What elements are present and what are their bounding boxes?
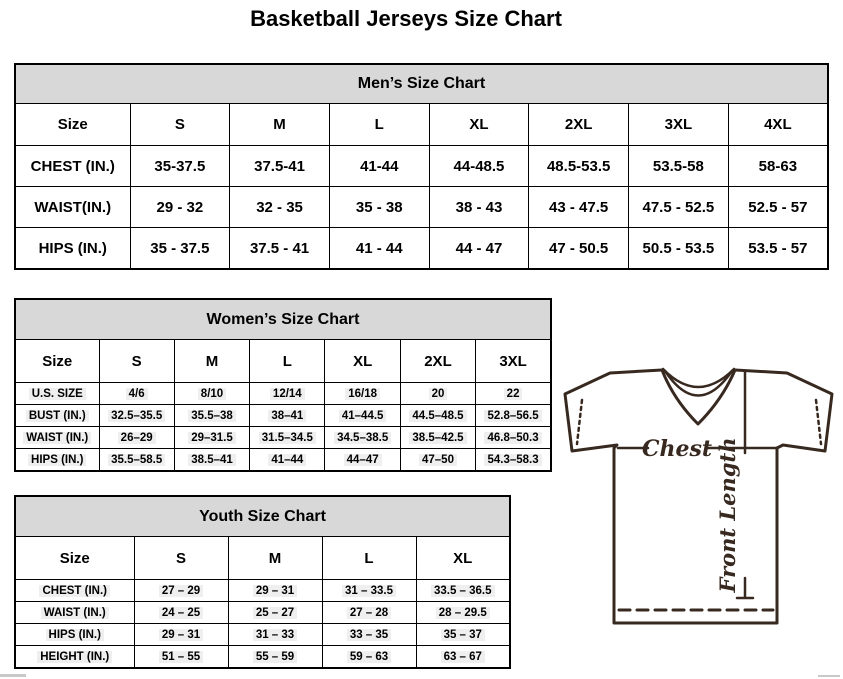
table-row: [15, 624, 510, 646]
value-cell: [174, 427, 249, 449]
value-cell: [99, 383, 174, 405]
value-cell-text: 38.5–41: [188, 454, 236, 466]
value-cell: [476, 383, 551, 405]
value-cell: [99, 427, 174, 449]
value-cell: 50.5 - 53.5: [629, 228, 729, 270]
value-cell: [322, 646, 416, 669]
mens-column-header-L: L: [329, 104, 429, 146]
value-cell-text: 31 – 33: [253, 629, 297, 641]
value-cell-text: 12/14: [270, 388, 305, 400]
row-label-text: CHEST (IN.): [39, 585, 110, 597]
value-cell: [325, 383, 400, 405]
value-cell-text: 31.5–34.5: [259, 432, 316, 444]
value-cell-text: 29 – 31: [159, 629, 203, 641]
value-cell: [400, 383, 475, 405]
value-cell: [325, 449, 400, 472]
row-label-text: BUST (IN.): [26, 410, 89, 422]
womens-column-header-3XL: 3XL: [476, 340, 551, 383]
table-row: [15, 602, 510, 624]
value-cell-text: 35.5–38: [188, 410, 236, 422]
value-cell: 37.5 - 41: [230, 228, 330, 270]
row-label: [15, 427, 99, 449]
row-label: [15, 383, 99, 405]
value-cell-text: 27 – 28: [347, 607, 391, 619]
table-row: [15, 580, 510, 602]
table-row: [15, 146, 828, 187]
youth-column-header-M: M: [228, 537, 322, 580]
youth-title-row: [15, 496, 510, 537]
value-cell: [416, 580, 510, 602]
horizontal-scrollbar-fragment-left[interactable]: [0, 674, 26, 677]
value-cell: 47 - 50.5: [529, 228, 629, 270]
value-cell: 44-48.5: [429, 146, 529, 187]
value-cell-text: 26–29: [118, 432, 156, 444]
row-label: [15, 449, 99, 472]
value-cell: [134, 646, 228, 669]
value-cell-text: 22: [504, 388, 523, 400]
womens-column-header-S: S: [99, 340, 174, 383]
mens-column-header-S: S: [130, 104, 230, 146]
value-cell-text: 41–44.5: [339, 410, 387, 422]
womens-column-header-M: M: [174, 340, 249, 383]
value-cell: [228, 602, 322, 624]
value-cell: [400, 427, 475, 449]
youth-section-title: Youth Size Chart: [15, 496, 510, 537]
value-cell: [322, 624, 416, 646]
value-cell: 35 - 37.5: [130, 228, 230, 270]
jersey-measurement-diagram: [555, 360, 843, 679]
mens-column-header-2XL: 2XL: [529, 104, 629, 146]
value-cell: 35 - 38: [329, 187, 429, 228]
value-cell: 41-44: [329, 146, 429, 187]
value-cell: [228, 580, 322, 602]
youth-column-header-L: L: [322, 537, 416, 580]
value-cell-text: 31 – 33.5: [342, 585, 396, 597]
mens-title-row: [15, 64, 828, 104]
value-cell-text: 20: [429, 388, 448, 400]
mens-column-header-M: M: [230, 104, 330, 146]
value-cell-text: 32.5–35.5: [108, 410, 165, 422]
value-cell-text: 33.5 – 36.5: [431, 585, 495, 597]
value-cell: 43 - 47.5: [529, 187, 629, 228]
mens-column-header-3XL: 3XL: [629, 104, 729, 146]
value-cell-text: 59 – 63: [347, 651, 391, 663]
value-cell: 52.5 - 57: [728, 187, 828, 228]
page-title: Basketball Jerseys Size Chart: [250, 6, 562, 31]
value-cell: [99, 405, 174, 427]
value-cell: 44 - 47: [429, 228, 529, 270]
value-cell: [476, 427, 551, 449]
value-cell: 47.5 - 52.5: [629, 187, 729, 228]
row-label-text: WAIST (IN.): [41, 607, 109, 619]
table-row: [15, 427, 551, 449]
horizontal-scrollbar-fragment-right[interactable]: [818, 675, 840, 677]
collar-arc-outer: [663, 369, 734, 387]
value-cell: [250, 405, 325, 427]
mens-table: [14, 63, 829, 270]
front-length-label: Front Length: [715, 437, 740, 593]
womens-column-header-L: L: [250, 340, 325, 383]
value-cell-text: 35 – 37: [441, 629, 485, 641]
chest-label: Chest: [641, 436, 713, 462]
value-cell-text: 41–44: [268, 454, 306, 466]
value-cell: [325, 427, 400, 449]
womens-column-header-XL: XL: [325, 340, 400, 383]
mens-column-header-XL: XL: [429, 104, 529, 146]
value-cell-text: 28 – 29.5: [436, 607, 490, 619]
value-cell: [416, 602, 510, 624]
value-cell-text: 44.5–48.5: [409, 410, 466, 422]
value-cell: [174, 383, 249, 405]
value-cell: [400, 405, 475, 427]
value-cell: [250, 383, 325, 405]
value-cell: [476, 449, 551, 472]
row-label: [15, 580, 134, 602]
value-cell-text: 55 – 59: [253, 651, 297, 663]
value-cell: 48.5-53.5: [529, 146, 629, 187]
row-label-text: WAIST (IN.): [23, 432, 91, 444]
value-cell: [228, 624, 322, 646]
youth-table: [14, 495, 511, 669]
row-label: [15, 646, 134, 669]
value-cell: [134, 602, 228, 624]
youth-column-header-XL: XL: [416, 537, 510, 580]
row-label: [15, 405, 99, 427]
youth-column-header-S: S: [134, 537, 228, 580]
value-cell-text: 51 – 55: [159, 651, 203, 663]
womens-size-header: Size: [15, 340, 99, 383]
value-cell-text: 44–47: [344, 454, 382, 466]
mens-size-chart-table: [14, 63, 829, 270]
value-cell: [174, 449, 249, 472]
womens-header-row: [15, 340, 551, 383]
value-cell: [322, 602, 416, 624]
value-cell: 37.5-41: [230, 146, 330, 187]
value-cell: [174, 405, 249, 427]
value-cell: [416, 646, 510, 669]
value-cell: [476, 405, 551, 427]
womens-section-title: Women’s Size Chart: [15, 299, 551, 340]
value-cell-text: 35.5–58.5: [108, 454, 165, 466]
value-cell: 41 - 44: [329, 228, 429, 270]
table-row: [15, 449, 551, 472]
value-cell: [250, 449, 325, 472]
table-row: [15, 187, 828, 228]
value-cell: 35-37.5: [130, 146, 230, 187]
womens-title-row: [15, 299, 551, 340]
row-label-text: U.S. SIZE: [29, 388, 86, 400]
value-cell-text: 54.3–58.3: [484, 454, 541, 466]
row-label: [15, 624, 134, 646]
row-label: WAIST(IN.): [15, 187, 130, 228]
value-cell: 38 - 43: [429, 187, 529, 228]
table-row: [15, 646, 510, 669]
value-cell-text: 47–50: [419, 454, 457, 466]
value-cell: 58-63: [728, 146, 828, 187]
value-cell-text: 46.8–50.3: [484, 432, 541, 444]
row-label: [15, 602, 134, 624]
value-cell-text: 29–31.5: [188, 432, 236, 444]
youth-size-chart-table: [14, 495, 511, 669]
value-cell: 53.5-58: [629, 146, 729, 187]
mens-section-title: Men’s Size Chart: [15, 64, 828, 104]
value-cell: [416, 624, 510, 646]
youth-header-row: [15, 537, 510, 580]
womens-column-header-2XL: 2XL: [400, 340, 475, 383]
value-cell: [134, 580, 228, 602]
row-label-text: HIPS (IN.): [46, 629, 104, 641]
mens-column-header-4XL: 4XL: [728, 104, 828, 146]
value-cell-text: 24 – 25: [159, 607, 203, 619]
youth-size-header: Size: [15, 537, 134, 580]
table-row: [15, 383, 551, 405]
womens-size-chart-table: [14, 298, 552, 472]
value-cell-text: 52.8–56.5: [484, 410, 541, 422]
value-cell-text: 38–41: [268, 410, 306, 422]
value-cell-text: 38.5–42.5: [409, 432, 466, 444]
value-cell: [228, 646, 322, 669]
value-cell-text: 25 – 27: [253, 607, 297, 619]
mens-size-header: Size: [15, 104, 130, 146]
value-cell-text: 63 – 67: [441, 651, 485, 663]
value-cell: [400, 449, 475, 472]
value-cell: [250, 427, 325, 449]
value-cell-text: 4/6: [126, 388, 148, 400]
value-cell-text: 27 – 29: [159, 585, 203, 597]
row-label-text: HEIGHT (IN.): [37, 651, 112, 663]
value-cell: [99, 449, 174, 472]
value-cell: [322, 580, 416, 602]
value-cell-text: 34.5–38.5: [334, 432, 391, 444]
womens-table: [14, 298, 552, 472]
value-cell-text: 29 – 31: [253, 585, 297, 597]
value-cell: 53.5 - 57: [728, 228, 828, 270]
row-label: CHEST (IN.): [15, 146, 130, 187]
value-cell-text: 8/10: [198, 388, 226, 400]
value-cell: [134, 624, 228, 646]
row-label-text: HIPS (IN.): [28, 454, 86, 466]
value-cell: 29 - 32: [130, 187, 230, 228]
value-cell: [325, 405, 400, 427]
value-cell: 32 - 35: [230, 187, 330, 228]
mens-header-row: [15, 104, 828, 146]
value-cell-text: 33 – 35: [347, 629, 391, 641]
table-row: [15, 405, 551, 427]
value-cell-text: 16/18: [345, 388, 380, 400]
right-cuff-dashes: [816, 400, 821, 444]
jersey-outline: [565, 370, 832, 623]
row-label: HIPS (IN.): [15, 228, 130, 270]
table-row: [15, 228, 828, 270]
left-cuff-dashes: [577, 400, 582, 444]
